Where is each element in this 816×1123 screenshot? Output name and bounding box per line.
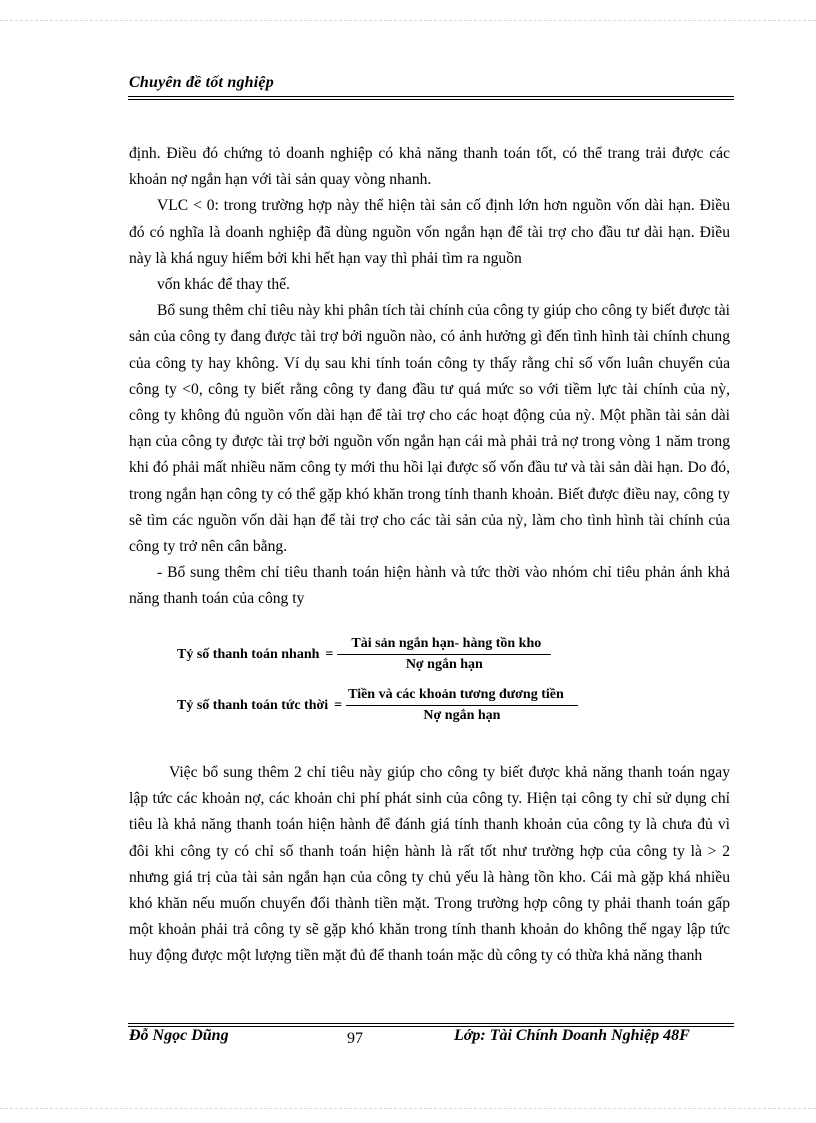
page-bottom-margin xyxy=(0,1108,816,1123)
header-rule-thin xyxy=(128,99,734,100)
fraction xyxy=(346,687,578,724)
quick-ratio-formula xyxy=(177,636,551,673)
fraction-numerator: Tài sản ngắn hạn- hàng tồn kho xyxy=(351,636,542,651)
fraction-denominator: Nợ ngắn hạn xyxy=(423,708,501,723)
cash-ratio-formula xyxy=(177,687,578,724)
fraction-numerator: Tiền và các khoản tương đương tiền xyxy=(348,687,564,702)
paragraph-continuation: định. Điều đó chứng tỏ doanh nghiệp có khả năng thanh toán tốt, có thể trang trải được các khoản nợ ngắn hạn với tài sản quay vòng nhanh. xyxy=(129,145,730,189)
body-text-top xyxy=(129,141,730,613)
paragraph-replacement-funds: vốn khác để thay thế. xyxy=(157,276,290,294)
paragraph-supplement-indicator: Bổ sung thêm chỉ tiêu này khi phân tích tài chính của công ty giúp cho công ty biết được tài sản của công ty đang được tài trợ bởi nguồn nào, có ảnh hưởng gì đến tình hình tài chính chung của công ty hay không. Ví dụ sau khi tính toán công ty thấy rằng chỉ số vốn luân chuyển của công ty <0, công ty biết rằng công ty đang đầu tư quá mức so với tiềm lực tài chính của nỳ, công ty không đủ nguồn vốn dài hạn để tài trợ cho các hoạt động của nỳ. Một phần tài sản dài hạn của công ty được tài trợ bởi nguồn vốn ngắn hạn cái mà phải trả nợ trong vòng 1 năm trong khi đó phải mất nhiều năm công ty mới thu hồi lại được số vốn đầu tư và tài sản dài hạn. Do đó, trong ngắn hạn công ty có thể gặp khó khăn trong tính thanh khoản. Biết được điều nay, công ty sẽ tìm các nguồn vốn dài hạn để tài trợ cho các tài sản của nỳ, làm cho tình hình tài chính của công ty trở nên cân bằng. xyxy=(129,302,730,556)
formula-label: Tỷ số thanh toán nhanh xyxy=(177,646,320,662)
running-header-title: Chuyên đề tốt nghiệp xyxy=(129,74,274,91)
fraction xyxy=(337,636,551,673)
page-top-margin xyxy=(0,0,816,21)
page-number: 97 xyxy=(347,1030,363,1047)
paragraph-supplement-ratios: - Bổ sung thêm chỉ tiêu thanh toán hiện hành và tức thời vào nhóm chỉ tiêu phản ánh khả năng thanh toán của công ty xyxy=(129,564,730,608)
header-rule xyxy=(128,96,734,97)
fraction-denominator: Nợ ngắn hạn xyxy=(405,657,483,672)
body-text-bottom xyxy=(129,760,730,970)
formula-label: Tỷ số thanh toán tức thời xyxy=(177,697,329,713)
paragraph-ratio-benefits: Việc bổ sung thêm 2 chỉ tiêu này giúp cho công ty biết được khả năng thanh toán ngay lập tức các khoản nợ, các khoản chi phí phát sinh của công ty. Hiện tại công ty chỉ sử dụng chỉ tiêu là khả năng thanh toán hiện hành để đánh giá tính thanh khoản của công ty là chưa đủ vì đôi khi công ty có chỉ số thanh toán hiện hành là rất tốt như trường hợp của công ty là > 2 nhưng giá trị của tài sản ngắn hạn của công ty chủ yếu là hàng tồn kho. Cái mà gặp khá nhiều khó khăn nếu muốn chuyển đổi thành tiền mặt. Trong trường hợp công ty phải thanh toán gấp một khoản phải trả công ty sẽ gặp khó khăn trong tính thanh khoản do không thể ngay lập tức huy động được một lượng tiền mặt đủ để thanh toán mặc dù công ty có thừa khả năng thanh xyxy=(129,764,730,965)
equals-sign: = xyxy=(334,697,343,713)
footer-author: Đỗ Ngọc Dũng xyxy=(129,1027,229,1044)
equals-sign: = xyxy=(325,646,334,662)
paragraph-vlc-negative: VLC < 0: trong trường hợp này thể hiện tài sản cố định lớn hơn nguồn vốn dài hạn. Điều đó có nghĩa là doanh nghiệp đã dùng nguồn vốn ngắn hạn để tài trợ cho đầu tư dài hạn. Điều này là khá nguy hiểm bởi khi hết hạn vay thì phải tìm ra nguồn xyxy=(129,197,730,267)
footer-rule xyxy=(128,1023,734,1024)
footer-class-name: Lớp: Tài Chính Doanh Nghiệp 48F xyxy=(454,1027,690,1044)
